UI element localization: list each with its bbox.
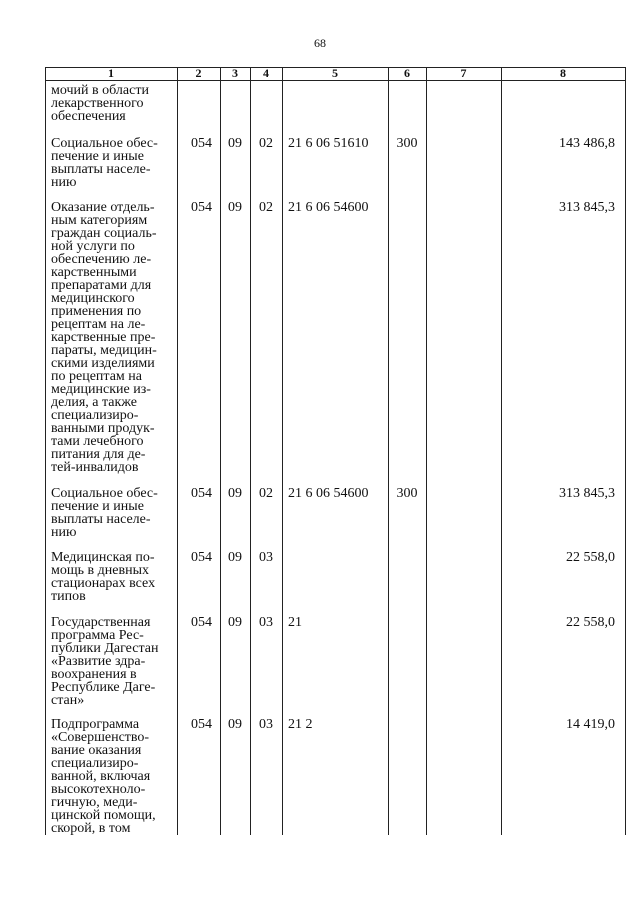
row-col6: 300 <box>396 486 418 501</box>
row-name: мочий в области лекарственного обеспечения <box>51 83 149 124</box>
col-header-8: 8 <box>560 66 566 80</box>
row-col5: 21 6 06 54600 <box>288 200 369 215</box>
col-header-7: 7 <box>460 66 467 80</box>
row-amount: 22 558,0 <box>566 615 615 630</box>
row-name: Оказание отдель- ным категориям граждан социаль- ной услуги по обеспечению ле- карственными препаратами для медицинского применения по рецептам на ле- карственные пре- параты, медицин- скими изделиями по рецептам на медицинские из- делия, а также специализиро- ванными продук- тами лечебного питания для де- тей-инвалидов <box>51 200 157 475</box>
row-col3: 09 <box>228 486 242 501</box>
row-col4: 03 <box>259 615 273 630</box>
row-col3: 09 <box>228 136 242 151</box>
row-col6: 300 <box>396 136 418 151</box>
row-amount: 313 845,3 <box>559 486 615 501</box>
col-header-3: 3 <box>232 66 238 80</box>
row-col4: 02 <box>259 136 273 151</box>
col-header-1: 1 <box>108 66 114 80</box>
row-col4: 02 <box>259 486 273 501</box>
row-col5: 21 6 06 54600 <box>288 486 369 501</box>
row-name: Социальное обес- печение и иные выплаты населе- нию <box>51 486 158 540</box>
row-col2: 054 <box>191 615 212 630</box>
col-header-4: 4 <box>263 66 269 80</box>
row-amount: 143 486,8 <box>559 136 615 151</box>
row-amount: 313 845,3 <box>559 200 615 215</box>
row-col2: 054 <box>191 550 212 565</box>
row-col4: 03 <box>259 550 273 565</box>
row-name: Медицинская по- мощь в дневных стационарах всех типов <box>51 550 156 604</box>
row-col2: 054 <box>191 200 212 215</box>
row-col4: 03 <box>259 717 273 732</box>
row-col3: 09 <box>228 550 242 565</box>
row-col2: 054 <box>191 486 212 501</box>
row-col4: 02 <box>259 200 273 215</box>
row-col3: 09 <box>228 200 242 215</box>
row-amount: 22 558,0 <box>566 550 615 565</box>
row-col5: 21 6 06 51610 <box>288 136 369 151</box>
budget-table <box>45 67 625 835</box>
col-header-6: 6 <box>404 66 410 80</box>
row-col3: 09 <box>228 615 242 630</box>
row-name: Подпрограмма «Совершенство- вание оказания специализиро- ванной, включая высокотехноло- гичную, меди- цинской помощи, скорой, в том <box>51 717 156 836</box>
row-amount: 14 419,0 <box>566 717 615 732</box>
page-number: 68 <box>314 36 326 50</box>
row-name: Государственная программа Рес- публики Дагестан «Развитие здра- воохранения в Республике Даге- стан» <box>51 615 159 708</box>
row-col2: 054 <box>191 136 212 151</box>
row-col3: 09 <box>228 717 242 732</box>
col-header-2: 2 <box>195 66 202 80</box>
row-col5: 21 <box>288 615 302 630</box>
row-col2: 054 <box>191 717 212 732</box>
row-name: Социальное обес- печение и иные выплаты населе- нию <box>51 136 158 190</box>
row-col5: 21 2 <box>288 717 313 732</box>
col-header-5: 5 <box>332 66 338 80</box>
